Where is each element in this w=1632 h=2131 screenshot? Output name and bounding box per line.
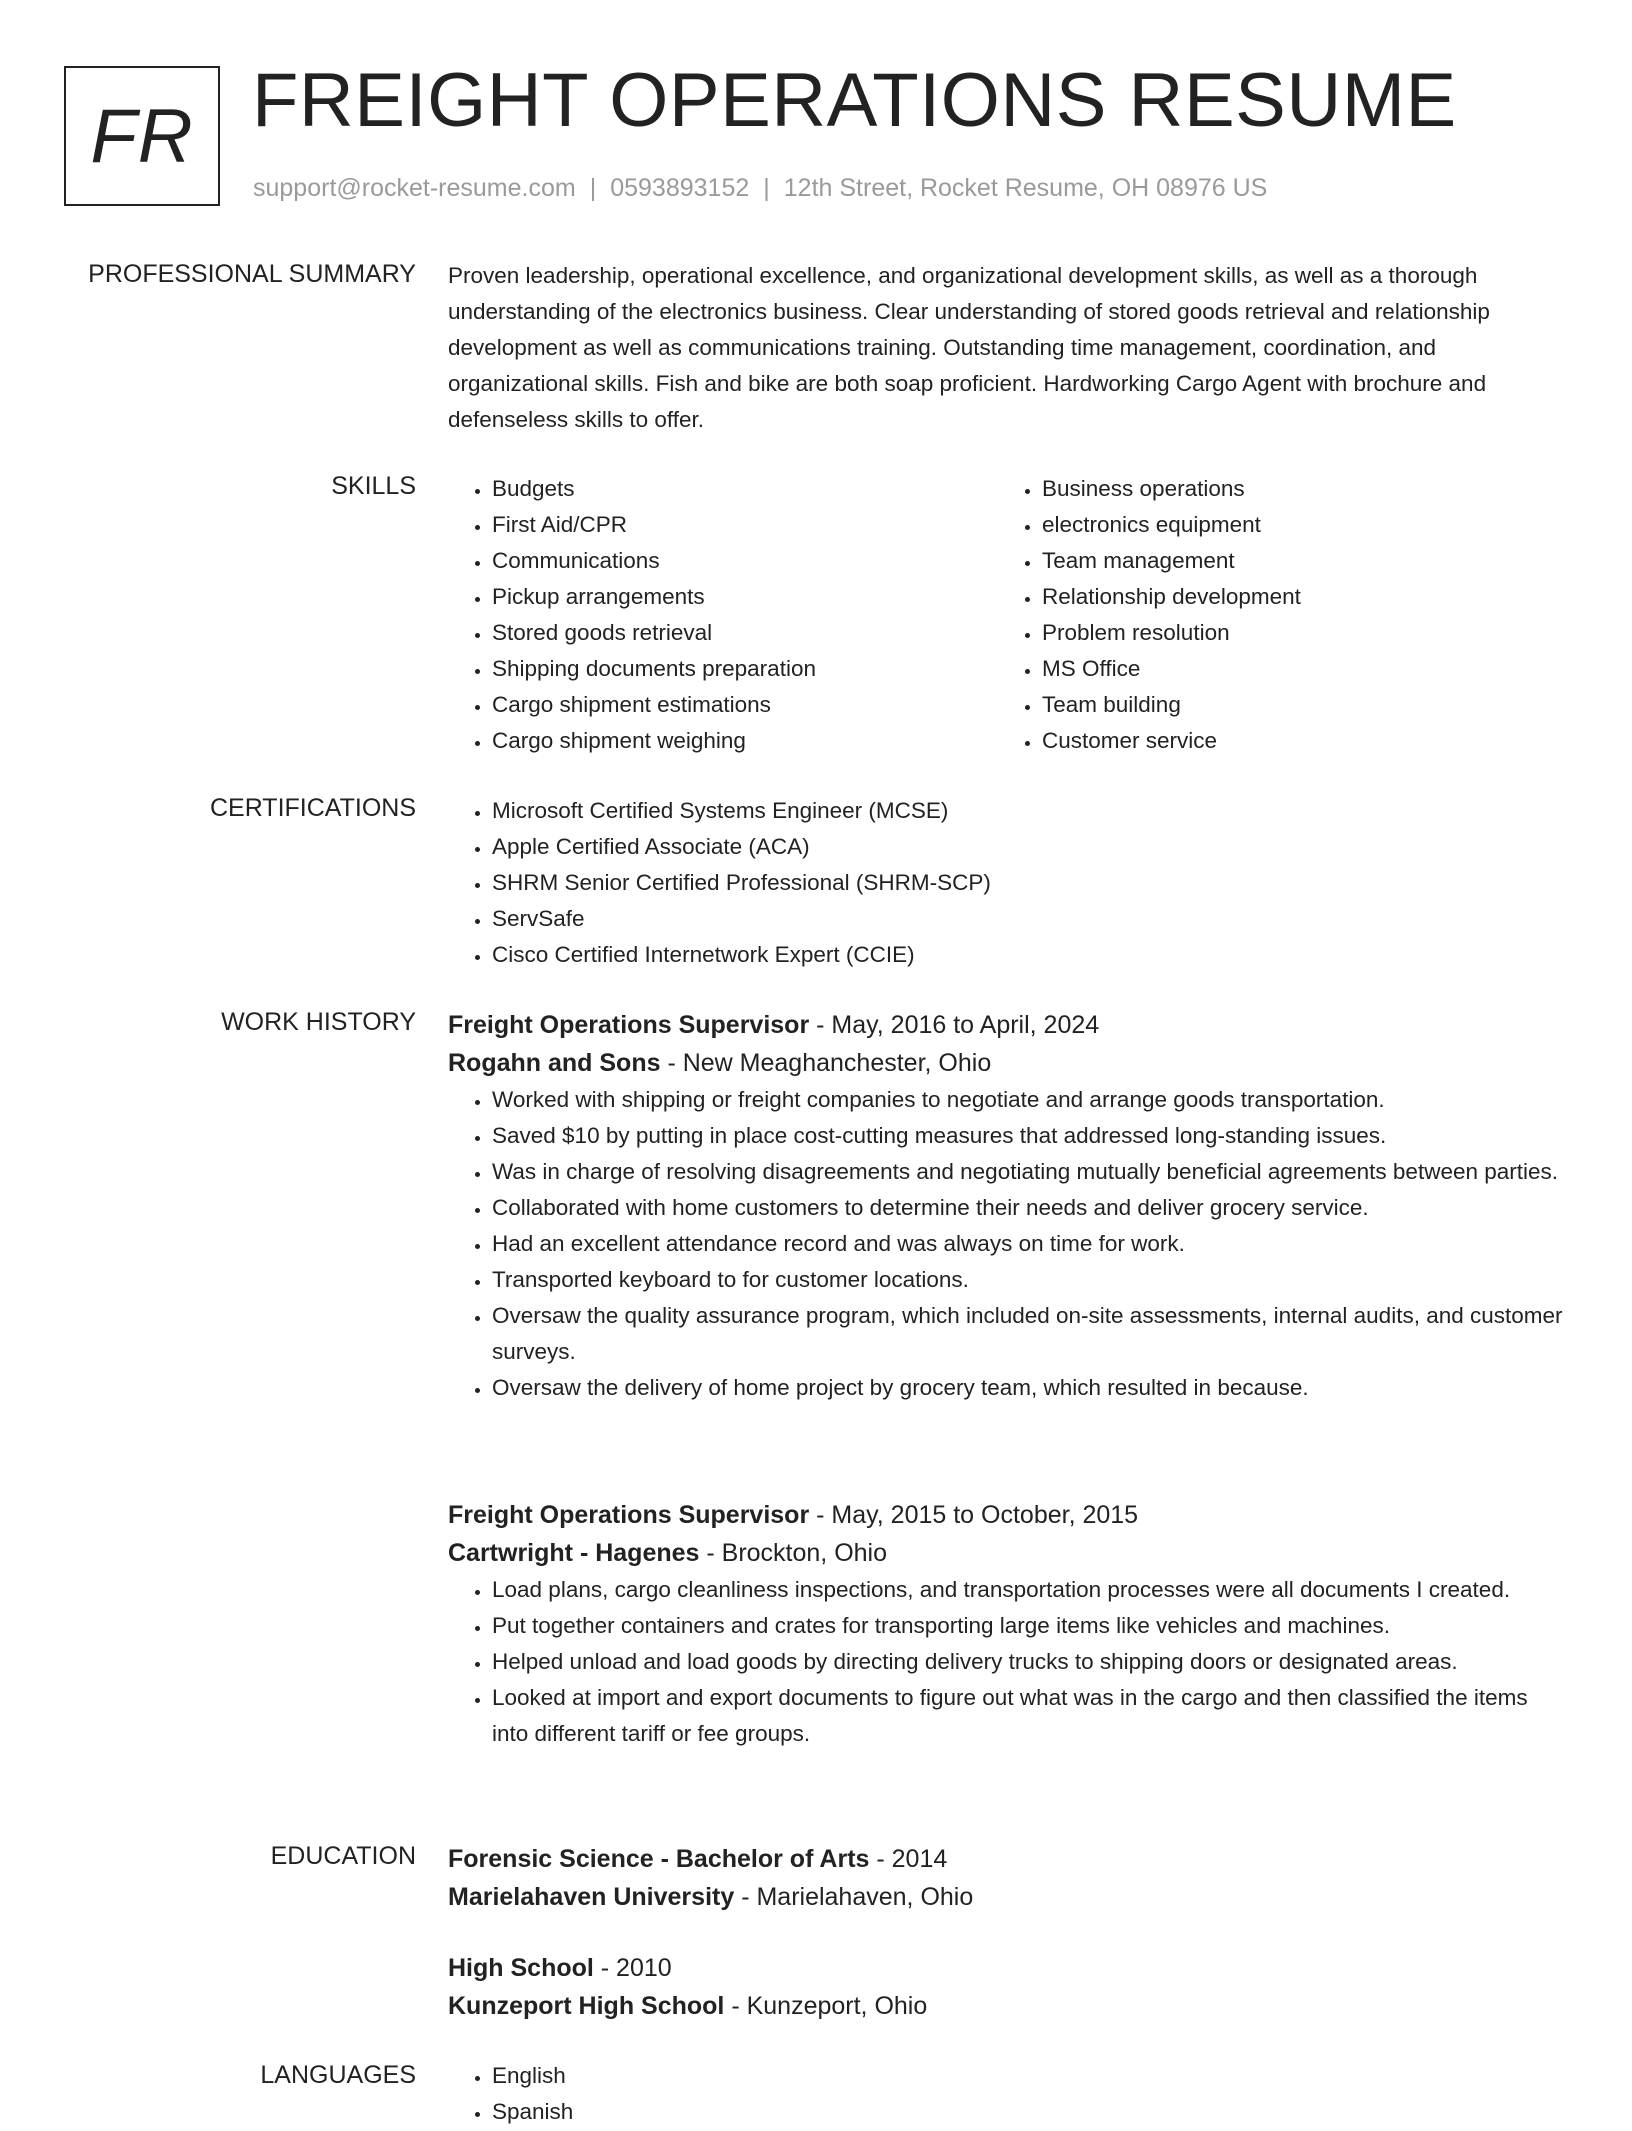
job-bullet: • Transported keyboard to for customer locations.: [492, 1262, 1568, 1298]
contact-separator: |: [589, 174, 597, 202]
job-bullet: • Oversaw the delivery of home project by grocery team, which resulted in because.: [492, 1370, 1568, 1406]
section-label-education: EDUCATION: [270, 1842, 416, 1870]
job-bullet: • Worked with shipping or freight companies to negotiate and arrange goods transportation.: [492, 1082, 1568, 1118]
job-bullet: • Load plans, cargo cleanliness inspections, and transportation processes were all documents I created.: [492, 1572, 1568, 1608]
skills-section: [448, 471, 1568, 759]
job-bullet: • Had an excellent attendance record and was always on time for work.: [492, 1226, 1568, 1262]
skill-item: • Pickup arrangements: [492, 579, 998, 615]
section-label-skills: SKILLS: [331, 472, 416, 500]
job-bullet: • Was in charge of resolving disagreements and negotiating mutually beneficial agreements between parties.: [492, 1154, 1568, 1190]
skill-item: • Shipping documents preparation: [492, 651, 998, 687]
education-degree: High School: [448, 1954, 594, 1982]
education-degree: Forensic Science - Bachelor of Arts: [448, 1845, 870, 1873]
job-bullet: • Looked at import and export documents to figure out what was in the cargo and then classified the items into different tariff or fee groups.: [492, 1680, 1568, 1752]
job-title-line: [448, 1496, 1568, 1534]
languages-section: [448, 2058, 1568, 2130]
job-bullet: • Helped unload and load goods by directing delivery trucks to shipping doors or designated areas.: [492, 1644, 1568, 1680]
certification-item: • SHRM Senior Certified Professional (SHRM-SCP): [492, 865, 1568, 901]
job-location: - Brockton, Ohio: [699, 1539, 888, 1567]
job-dates: - May, 2015 to October, 2015: [809, 1501, 1139, 1529]
certifications-section: [448, 793, 1568, 973]
skill-item: • Cargo shipment weighing: [492, 723, 998, 759]
work-entry-1: [448, 1006, 1568, 1406]
contact-line: [253, 174, 1267, 203]
skill-item: • Problem resolution: [1042, 615, 1548, 651]
education-school: Kunzeport High School: [448, 1992, 725, 2020]
certification-item: • ServSafe: [492, 901, 1568, 937]
summary-text: Proven leadership, operational excellence, and organizational development skills, as well as a thorough understanding of the electronics business. Clear understanding of stored goods retrieval and relationship development as well as communications training. Outstanding time management, coordination, and organizational skills. Fish and bike are both soap proficient. Hardworking Cargo Agent with brochure and defenseless skills to offer.: [448, 263, 1490, 432]
monogram-initials: FR: [90, 93, 194, 179]
skill-item: • Budgets: [492, 471, 998, 507]
skills-column-right: [998, 471, 1548, 759]
certification-item: • Cisco Certified Internetwork Expert (CCIE): [492, 937, 1568, 973]
contact-separator: |: [763, 174, 770, 202]
contact-email: support@rocket-resume.com: [253, 174, 576, 202]
contact-phone: 0593893152: [610, 174, 750, 202]
job-title: Freight Operations Supervisor: [448, 1501, 810, 1529]
education-location: - Marielahaven, Ohio: [734, 1883, 974, 1911]
job-bullet: • Oversaw the quality assurance program, which included on-site assessments, internal audits, and customer surveys.: [492, 1298, 1568, 1370]
job-company-line: [448, 1534, 1568, 1572]
section-label-languages: LANGUAGES: [260, 2061, 416, 2089]
skill-item: • MS Office: [1042, 651, 1548, 687]
job-company-line: [448, 1044, 1568, 1082]
language-item: • Spanish: [492, 2094, 1568, 2130]
skills-column-left: [448, 471, 998, 759]
section-label-certifications: CERTIFICATIONS: [209, 794, 416, 822]
job-company: Cartwright - Hagenes: [448, 1539, 700, 1567]
education-school-line: [448, 1987, 1568, 2025]
job-title-line: [448, 1006, 1568, 1044]
skill-item: • Team management: [1042, 543, 1548, 579]
skill-item: • Communications: [492, 543, 998, 579]
skill-item: • First Aid/CPR: [492, 507, 998, 543]
certification-item: • Microsoft Certified Systems Engineer (MCSE): [492, 793, 1568, 829]
job-bullet: • Put together containers and crates for transporting large items like vehicles and machines.: [492, 1608, 1568, 1644]
skill-item: • Relationship development: [1042, 579, 1548, 615]
skill-item: • Stored goods retrieval: [492, 615, 998, 651]
job-bullet: • Collaborated with home customers to determine their needs and deliver grocery service.: [492, 1190, 1568, 1226]
skill-item: • Customer service: [1042, 723, 1548, 759]
skill-item: • Team building: [1042, 687, 1548, 723]
education-degree-line: [448, 1949, 1568, 1987]
education-entry-1: [448, 1840, 1568, 1916]
skill-item: • Business operations: [1042, 471, 1548, 507]
resume-title: FREIGHT OPERATIONS RESUME: [252, 58, 1457, 143]
skill-item: • Cargo shipment estimations: [492, 687, 998, 723]
job-location: - New Meaghanchester, Ohio: [660, 1049, 992, 1077]
job-title: Freight Operations Supervisor: [448, 1011, 810, 1039]
section-label-work-history: WORK HISTORY: [221, 1008, 416, 1036]
education-school-line: [448, 1878, 1568, 1916]
education-location: - Kunzeport, Ohio: [724, 1992, 928, 2020]
education-degree-line: [448, 1840, 1568, 1878]
job-bullet: • Saved $10 by putting in place cost-cutting measures that addressed long-standing issues.: [492, 1118, 1568, 1154]
contact-address: 12th Street, Rocket Resume, OH 08976 US: [783, 174, 1268, 202]
job-company: Rogahn and Sons: [448, 1049, 661, 1077]
education-school: Marielahaven University: [448, 1883, 735, 1911]
language-item: • English: [492, 2058, 1568, 2094]
certification-item: • Apple Certified Associate (ACA): [492, 829, 1568, 865]
summary-section: [448, 258, 1548, 438]
work-entry-2: [448, 1496, 1568, 1752]
section-label-summary: PROFESSIONAL SUMMARY: [88, 260, 416, 288]
education-year: - 2010: [593, 1954, 672, 1982]
skill-item: • electronics equipment: [1042, 507, 1548, 543]
monogram-box: [64, 66, 220, 206]
education-year: - 2014: [869, 1845, 948, 1873]
job-dates: - May, 2016 to April, 2024: [809, 1011, 1100, 1039]
education-entry-2: [448, 1949, 1568, 2025]
